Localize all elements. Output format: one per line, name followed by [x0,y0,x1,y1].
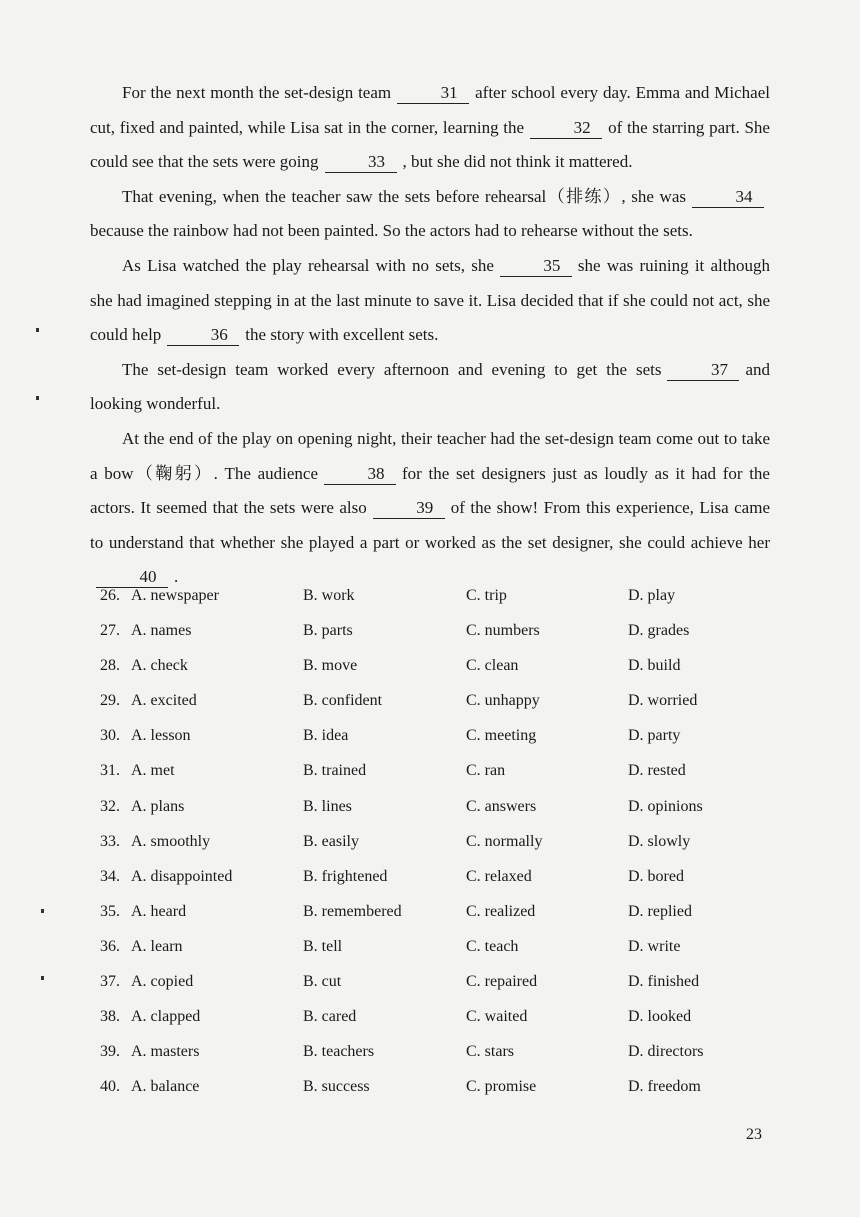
option-b: B. move [303,657,358,675]
option-row [100,999,740,1034]
option-c: C. meeting [466,727,537,745]
option-d: D. finished [628,973,700,991]
option-d: D. grades [628,622,690,640]
option-d: D. party [628,727,681,745]
paragraph-2 [90,180,770,249]
option-a: A. excited [131,692,197,710]
option-a: A. balance [131,1078,200,1096]
paragraph-3 [90,249,770,353]
option-a: A. learn [131,937,183,955]
question-number: 31. [100,762,120,780]
paragraph-text: after school every day. Emma and Michael cut, fixed and painted, while Lisa sat in the corner, learning the [90,83,770,137]
option-row [100,824,740,859]
option-c: C. teach [466,937,519,955]
question-number: 35. [100,902,120,920]
option-d: D. replied [628,902,692,920]
paragraph-text: she was ruining it although she had imagined stepping in at the last minute to save it. Lisa decided that if she could not act, she could help [90,255,770,345]
blank-34: 34 [692,187,764,208]
option-d: D. write [628,937,681,955]
option-row [100,613,740,648]
option-b: B. frightened [303,867,388,885]
blank-37: 37 [667,360,739,381]
option-row [100,929,740,964]
blank-36: 36 [167,325,239,346]
question-number: 38. [100,1008,120,1026]
option-d: D. build [628,657,681,675]
blank-33: 33 [325,152,397,173]
question-number: 28. [100,657,120,675]
scan-speck [36,396,39,400]
option-row [100,648,740,683]
option-row [100,964,740,999]
question-number: 37. [100,973,120,991]
option-c: C. answers [466,797,537,815]
option-d: D. rested [628,762,686,780]
option-d: D. play [628,587,676,604]
option-d: D. worried [628,692,698,710]
option-row [100,859,740,894]
paragraph-text: of the show! From this experience, Lisa came to understand that whether she played a part or worked as the set designer, she could achieve her [90,498,770,552]
option-a: A. newspaper [131,587,219,604]
option-row [100,1069,740,1104]
option-row [100,789,740,824]
option-b: B. parts [303,622,353,640]
question-number: 27. [100,622,120,640]
option-b: B. idea [303,727,349,745]
paragraph-text: the story with excellent sets. [245,325,439,345]
option-b: B. cared [303,1008,357,1026]
paragraph-4 [90,353,770,422]
paragraph-1 [90,76,770,180]
scan-speck [41,976,44,980]
option-c: C. repaired [466,973,538,991]
paragraph-text: because the rainbow had not been painted. So the actors had to rehearse without the sets. [90,221,693,241]
paragraph-text: and looking wonderful. [90,359,770,414]
option-c: C. clean [466,657,519,675]
option-row [100,683,740,718]
option-c: C. waited [466,1008,528,1026]
option-b: B. teachers [303,1043,375,1061]
option-row [100,1034,740,1069]
option-a: A. names [131,622,192,640]
answer-options [100,578,740,1104]
option-d: D. slowly [628,832,691,850]
paragraph-5 [90,422,770,595]
option-a: A. clapped [131,1008,201,1026]
option-row [100,753,740,788]
option-c: C. ran [466,762,506,780]
option-c: C. realized [466,902,536,920]
option-c: C. relaxed [466,867,532,885]
cloze-passage [90,76,770,595]
option-c: C. trip [466,587,507,604]
option-b: B. remembered [303,902,402,920]
question-number: 30. [100,727,120,745]
option-d: D. freedom [628,1078,701,1096]
option-a: A. smoothly [131,832,211,850]
option-b: B. tell [303,937,343,955]
blank-38: 38 [324,464,396,485]
question-number: 34. [100,867,120,885]
paragraph-text: At the end of the play on opening night, their teacher had the set-design team come out to take a bow（鞠躬）. The audience [90,428,770,483]
paragraph-text: That evening, when the teacher saw the sets before rehearsal（排练）, she was [122,186,686,206]
option-row [100,894,740,929]
page-number: 23 [746,1126,762,1143]
question-number: 29. [100,692,120,710]
paragraph-text: , but she did not think it mattered. [402,152,633,172]
blank-32: 32 [530,118,602,139]
option-a: A. met [131,762,175,780]
option-a: A. heard [131,902,187,920]
blank-40: 40 [96,567,168,588]
question-number: 36. [100,937,120,955]
paragraph-text: The set-design team worked every afternoon and evening to get the sets [122,359,662,379]
paragraph-text: For the next month the set-design team [122,83,392,102]
question-number: 33. [100,832,120,850]
option-c: C. promise [466,1078,537,1096]
option-a: A. disappointed [131,867,233,885]
option-a: A. masters [131,1043,200,1061]
option-d: D. directors [628,1043,704,1061]
option-a: A. check [131,657,188,675]
option-b: B. trained [303,762,367,780]
option-c: C. stars [466,1043,514,1061]
option-b: B. work [303,587,355,604]
question-number: 32. [100,797,120,815]
option-d: D. looked [628,1008,692,1026]
blank-31: 31 [397,83,469,104]
scan-speck [41,909,44,913]
blank-39: 39 [373,498,445,519]
question-number: 39. [100,1043,120,1061]
paragraph-text: of the starring part. She could see that the sets were going [90,117,770,172]
option-b: B. success [303,1078,370,1096]
option-b: B. easily [303,832,359,850]
option-a: A. copied [131,973,194,991]
option-b: B. confident [303,692,383,710]
option-a: A. lesson [131,727,191,745]
option-c: C. unhappy [466,692,540,710]
blank-35: 35 [500,256,572,277]
option-d: D. bored [628,867,684,885]
question-number: 40. [100,1078,120,1096]
option-c: C. numbers [466,622,540,640]
question-number: 26. [100,587,120,604]
paragraph-text: for the set designers just as loudly as it had for the actors. It seemed that the sets were also [90,463,770,518]
scan-speck [36,328,39,332]
option-c: C. normally [466,832,543,850]
option-row [100,578,740,613]
option-a: A. plans [131,797,185,815]
option-d: D. opinions [628,797,703,815]
option-b: B. cut [303,973,342,991]
paragraph-text: As Lisa watched the play rehearsal with no sets, she [122,255,494,275]
option-b: B. lines [303,797,352,815]
paragraph-text: . [174,567,179,587]
option-row [100,718,740,753]
